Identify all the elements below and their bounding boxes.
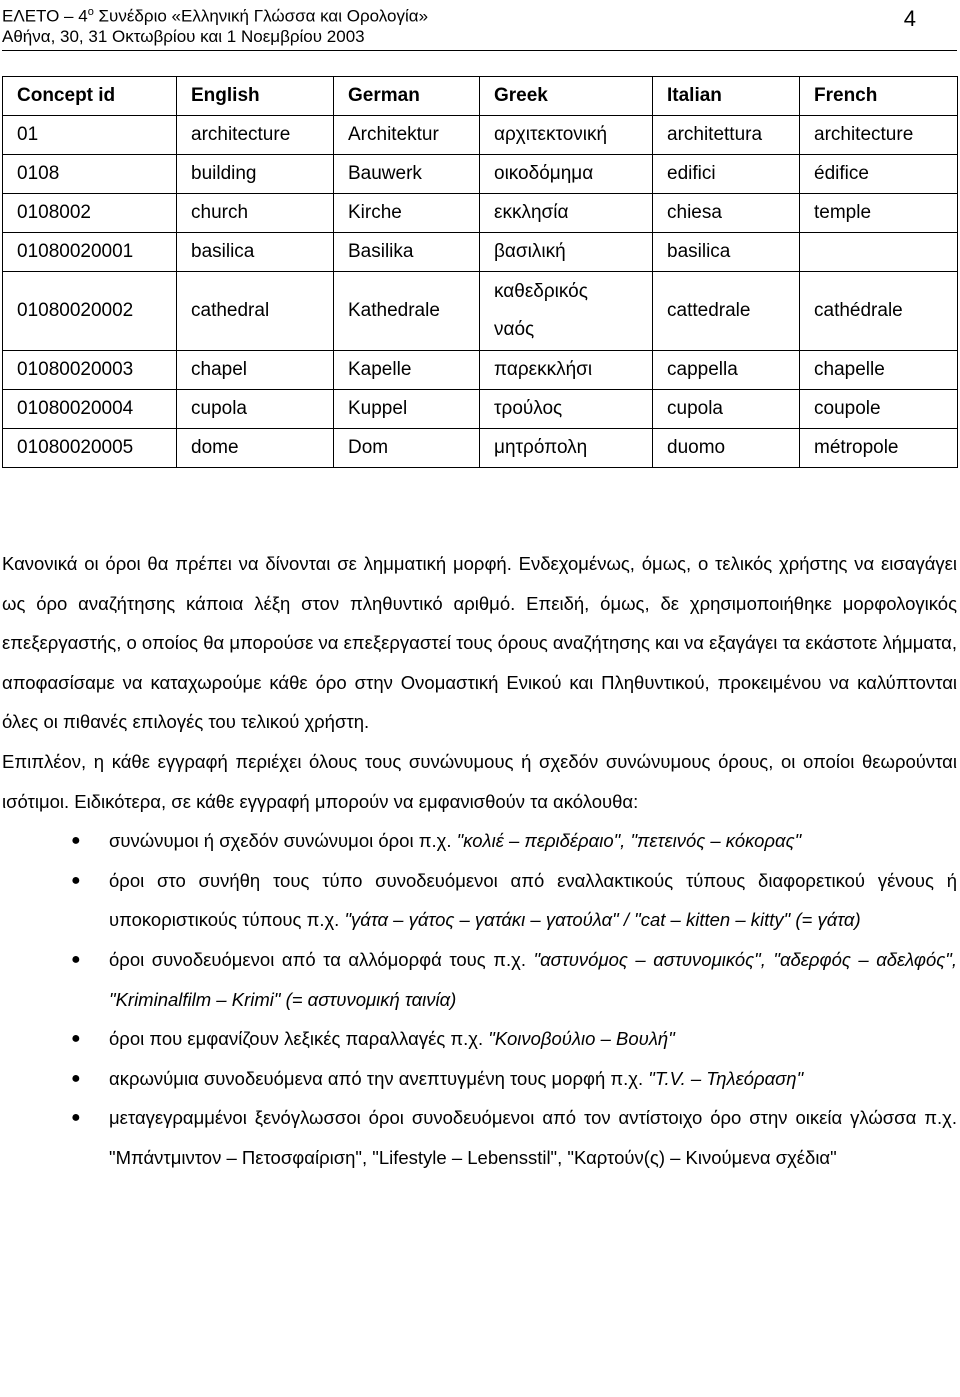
table-header-row — [3, 77, 958, 116]
example-text: "γάτα – γάτος – γατάκι – γατούλα" / "cat – kitten – kitty" (= γάτα) — [344, 909, 861, 931]
list-item: ● ακρωνύμια συνοδευόμενα από την ανεπτυγμένη τους μορφή π.χ. "T.V. – Τηλεόραση" — [2, 1059, 957, 1099]
list-item: ● όροι συνοδευόμενοι από τα αλλόμορφά τους π.χ. "αστυνόμος – αστυνομικός", "αδερφός – αδελφός", "Kriminalfilm – Krimi" (= αστυνομική ταινία) — [2, 940, 957, 1019]
table-cell: Kirche — [334, 194, 480, 233]
table-cell: παρεκκλήσι — [480, 351, 653, 390]
cell-line: ναός — [494, 319, 535, 340]
table-cell: cupola — [653, 390, 800, 429]
table-cell: 0108 — [3, 155, 177, 194]
table-cell: 01080020005 — [3, 429, 177, 468]
table-cell: αρχιτεκτονική — [480, 116, 653, 155]
column-header: French — [800, 77, 958, 116]
table-cell: 0108002 — [3, 194, 177, 233]
table-row — [3, 390, 958, 429]
bullet-icon: ● — [71, 1069, 81, 1087]
terminology-table — [2, 76, 958, 468]
bullet-icon: ● — [71, 1030, 81, 1048]
table-row — [3, 116, 958, 155]
example-text: "T.V. – Τηλεόραση" — [648, 1067, 804, 1089]
table-cell: Architektur — [334, 116, 480, 155]
table-cell-multiline — [480, 272, 653, 351]
table-cell: cathedral — [177, 272, 334, 351]
example-text: "αστυνόμος – αστυνομικός", "αδερφός – αδελφός", "Kriminalfilm – Krimi" (= αστυνομική ταινία) — [109, 948, 957, 1010]
table-cell: Dom — [334, 429, 480, 468]
table-row — [3, 194, 958, 233]
table-cell: architecture — [177, 116, 334, 155]
page-header — [2, 2, 958, 47]
table-cell: architettura — [653, 116, 800, 155]
table-cell: 01080020004 — [3, 390, 177, 429]
table-cell: métropole — [800, 429, 958, 468]
table-cell: βασιλική — [480, 233, 653, 272]
bullet-list — [2, 821, 957, 1177]
table-cell: basilica — [177, 233, 334, 272]
list-item: ● μεταγεγραμμένοι ξενόγλωσσοι όροι συνοδευόμενοι από τον αντίστοιχο όρο στην οικεία γλώσσα π.χ. "Μπάντμιντον – Πετοσφαίριση", "Lifestyle – Lebensstil", "Καρτούν(ς) – Κινούμενα σχέδια" — [2, 1098, 957, 1177]
page-number: 4 — [903, 6, 916, 31]
table-cell: Kathedrale — [334, 272, 480, 351]
column-header: Concept id — [3, 77, 177, 116]
table-cell: coupole — [800, 390, 958, 429]
table-cell: duomo — [653, 429, 800, 468]
table-cell: 01080020001 — [3, 233, 177, 272]
paragraph: Κανονικά οι όροι θα πρέπει να δίνονται σε λημματική μορφή. Ενδεχομένως, όμως, ο τελικός χρήστης να εισαγάγει ως όρο αναζήτησης κάποια λέξη στον πληθυντικό αριθμό. Επειδή, όμως, δε χρησιμοποιήθηκε μορφολογικός επεξεργαστής, ο οποίος θα μπορούσε να επεξεργαστεί τους όρους αναζήτησης και να εξαγάγει τα εκάστοτε λήμματα, αποφασίσαμε να καταχωρούμε κάθε όρο στην Ονομαστική Ενικού και Πληθυντικού, προκειμένου να καλύπτονται όλες οι πιθανές επιλογές του τελικού χρήστη. — [2, 553, 957, 733]
table-row — [3, 351, 958, 390]
bullet-icon: ● — [71, 950, 81, 968]
paragraph: Επιπλέον, η κάθε εγγραφή περιέχει όλους τους συνώνυμους ή σχεδόν συνώνυμους όρους, οι οποίοι θεωρούνται ισότιμοι. Ειδικότερα, σε κάθε εγγραφή μπορούν να εμφανισθούν τα ακόλουθα: — [2, 750, 957, 812]
list-item: ● συνώνυμοι ή σχεδόν συνώνυμοι όροι π.χ. "κολιέ – περιδέραιο", "πετεινός – κόκορας" — [2, 821, 957, 861]
table-cell: εκκλησία — [480, 194, 653, 233]
table-row — [3, 155, 958, 194]
header-divider — [2, 50, 957, 51]
bullet-icon: ● — [71, 871, 81, 889]
table-row — [3, 272, 958, 351]
table-cell: chapelle — [800, 351, 958, 390]
column-header: German — [334, 77, 480, 116]
table-cell: Kapelle — [334, 351, 480, 390]
table-cell: μητρόπολη — [480, 429, 653, 468]
body-text — [2, 544, 957, 1178]
column-header: Italian — [653, 77, 800, 116]
table-cell: architecture — [800, 116, 958, 155]
table-cell: édifice — [800, 155, 958, 194]
table-cell: cathédrale — [800, 272, 958, 351]
conference-date: Αθήνα, 30, 31 Οκτωβρίου και 1 Νοεμβρίου 2003 — [2, 26, 365, 46]
example-text: "κολιέ – περιδέραιο", "πετεινός – κόκορας" — [456, 830, 802, 852]
list-item: ● όροι στο συνήθη τους τύπο συνοδευόμενοι από εναλλακτικούς τύπους διαφορετικού γένους ή υποκοριστικούς τύπους π.χ. "γάτα – γάτος – γατάκι – γατούλα" / "cat – kitten – kitty" (= γάτα) — [2, 861, 957, 940]
table-cell: cupola — [177, 390, 334, 429]
column-header: English — [177, 77, 334, 116]
example-text: "Κοινοβούλιο – Βουλή" — [488, 1028, 675, 1050]
table-cell: Bauwerk — [334, 155, 480, 194]
table-cell: chapel — [177, 351, 334, 390]
table-cell: church — [177, 194, 334, 233]
table-cell: Basilika — [334, 233, 480, 272]
table-cell: basilica — [653, 233, 800, 272]
table-cell: 01 — [3, 116, 177, 155]
table-cell: temple — [800, 194, 958, 233]
table-cell: 01080020002 — [3, 272, 177, 351]
table-cell — [800, 233, 958, 272]
table-cell: dome — [177, 429, 334, 468]
bullet-icon: ● — [71, 832, 81, 850]
list-item: ● όροι που εμφανίζουν λεξικές παραλλαγές π.χ. "Κοινοβούλιο – Βουλή" — [2, 1019, 957, 1059]
table-row — [3, 429, 958, 468]
table-cell: τρούλος — [480, 390, 653, 429]
cell-line: καθεδρικός — [494, 281, 588, 302]
conference-title: ΕΛΕΤΟ – $4^o$ Συνέδριο «Ελληνική Γλώσσα και Ορολογία» — [2, 6, 429, 26]
table-cell: cattedrale — [653, 272, 800, 351]
bullet-icon: ● — [71, 1109, 81, 1127]
table-cell: cappella — [653, 351, 800, 390]
column-header: Greek — [480, 77, 653, 116]
table-cell: edifici — [653, 155, 800, 194]
table-cell: Kuppel — [334, 390, 480, 429]
table-cell: 01080020003 — [3, 351, 177, 390]
table-cell: οικοδόμημα — [480, 155, 653, 194]
table-cell: building — [177, 155, 334, 194]
table-cell: chiesa — [653, 194, 800, 233]
table-row — [3, 233, 958, 272]
